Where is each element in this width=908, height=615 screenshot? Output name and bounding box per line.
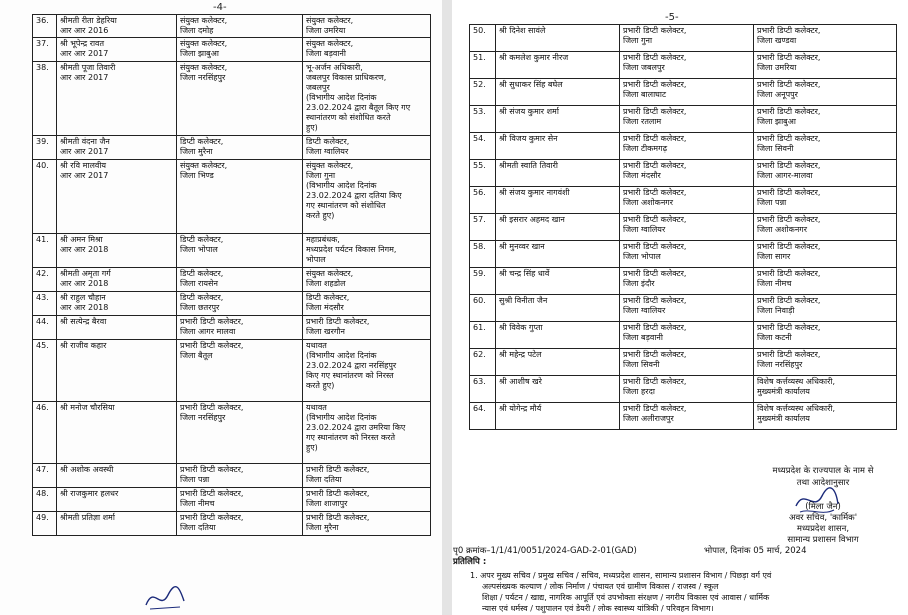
current-posting-cell <box>177 15 303 38</box>
table-row <box>470 241 897 268</box>
officer-name-text: श्री दिनेश सावंले <box>499 26 546 35</box>
new-posting-text: संयुक्त कलेक्टर, जिला गुना (विभागीय आदेश दिनांक 23.02.2024 द्वारा दतिया किए गए स्थानांतरण को संशोधित करते हुए) <box>306 161 402 220</box>
table-row <box>33 234 431 268</box>
table-row <box>33 268 431 292</box>
officer-name-text: श्री संजय कुमार नागवंशी <box>499 188 570 197</box>
officer-name-cell <box>496 349 620 376</box>
endorsement-number: पृ0 क्रमांक–1/1/41/0051/2024-GAD-2-01(GAD) <box>453 546 637 556</box>
new-posting-text: प्रभारी डिप्टी कलेक्टर, जिला दतिया <box>306 465 370 484</box>
current-posting-cell <box>177 62 303 136</box>
serial-number-text: 52. <box>473 80 486 89</box>
officer-name-cell <box>496 52 620 79</box>
current-posting-cell <box>620 241 754 268</box>
serial-number-cell <box>33 160 57 234</box>
table-row <box>33 316 431 340</box>
serial-number-text: 53. <box>473 107 486 116</box>
table-row <box>470 187 897 214</box>
officer-name-cell <box>496 160 620 187</box>
current-posting-cell <box>177 402 303 464</box>
current-posting-cell <box>620 160 754 187</box>
order-line: तथा आदेशानुसार <box>796 478 850 488</box>
current-posting-text: प्रभारी डिप्टी कलेक्टर, जिला ग्वालियर <box>623 215 687 234</box>
officer-name-cell <box>496 322 620 349</box>
current-posting-text: डिप्टी कलेक्टर, जिला मुरैना <box>180 137 224 156</box>
officer-name-text: श्री अशोक अवस्थी <box>60 465 114 474</box>
officer-name-cell <box>57 340 177 402</box>
current-posting-text: प्रभारी डिप्टी कलेक्टर, जिला नीमच <box>180 489 244 508</box>
serial-number-cell <box>470 79 496 106</box>
serial-number-cell <box>470 241 496 268</box>
new-posting-cell <box>754 133 897 160</box>
serial-number-text: 54. <box>473 134 486 143</box>
table-row <box>470 403 897 430</box>
current-posting-text: डिप्टी कलेक्टर, जिला छतरपुर <box>180 293 224 312</box>
new-posting-cell <box>754 187 897 214</box>
serial-number-cell <box>33 402 57 464</box>
current-posting-text: प्रभारी डिप्टी कलेक्टर, जिला आगर मालवा <box>180 317 244 336</box>
new-posting-cell <box>303 15 431 38</box>
current-posting-cell <box>620 133 754 160</box>
new-posting-text: प्रभारी डिप्टी कलेक्टर, जिला नरसिंहपुर <box>757 350 821 369</box>
serial-number-text: 51. <box>473 53 486 62</box>
serial-number-text: 36. <box>36 16 49 25</box>
new-posting-cell <box>754 268 897 295</box>
serial-number-text: 39. <box>36 137 49 146</box>
cc-line: न्यास एवं धर्मस्व / पशुपालन एवं डेयरी / लोक स्वास्थ्य यांत्रिकी / परिवहन विभाग। <box>482 604 714 613</box>
officer-name-text: श्रीमती पूजा तिवारी आर आर 2017 <box>60 63 116 82</box>
current-posting-text: प्रभारी डिप्टी कलेक्टर, जिला बालाघाट <box>623 80 687 99</box>
current-posting-cell <box>177 268 303 292</box>
copy-to-label: प्रतिलिपि : <box>453 557 487 567</box>
page-number: -4- <box>213 2 227 13</box>
officer-name-cell <box>496 403 620 430</box>
new-posting-cell <box>754 106 897 133</box>
new-posting-text: प्रभारी डिप्टी कलेक्टर, जिला पन्ना <box>757 188 821 207</box>
officer-name-text: श्री विजय कुमार सेन <box>499 134 558 143</box>
new-posting-text: संयुक्त कलेक्टर, जिला उमरिया <box>306 16 354 35</box>
serial-number-text: 62. <box>473 350 486 359</box>
serial-number-text: 49. <box>36 513 49 522</box>
current-posting-text: प्रभारी डिप्टी कलेक्टर, जिला इंदौर <box>623 269 687 288</box>
new-posting-cell <box>754 52 897 79</box>
current-posting-text: प्रभारी डिप्टी कलेक्टर, जिला भोपाल <box>623 242 687 261</box>
transfer-table <box>469 24 897 430</box>
serial-number-text: 43. <box>36 293 49 302</box>
officer-name-text: श्री आशीष खरे <box>499 377 542 386</box>
serial-number-cell <box>33 234 57 268</box>
serial-number-text: 45. <box>36 341 49 350</box>
officer-name-text: श्री भूपेन्द्र रावत आर आर 2017 <box>60 39 109 58</box>
table-row <box>33 402 431 464</box>
serial-number-cell <box>33 62 57 136</box>
current-posting-text: प्रभारी डिप्टी कलेक्टर, जिला बैतूल <box>180 341 244 360</box>
new-posting-text: भू-अर्जन अधिकारी, जबलपुर विकास प्राधिकरण, जबलपुर (विभागीय आदेश दिनांक 23.02.2024 द्वारा बैतूल किए गए स्थानांतरण को संशोधित करते हुए) <box>306 63 411 132</box>
officer-name-cell <box>57 160 177 234</box>
officer-name-cell <box>57 316 177 340</box>
serial-number-cell <box>33 38 57 62</box>
serial-number-cell <box>470 133 496 160</box>
officer-name-cell <box>496 295 620 322</box>
new-posting-cell <box>303 488 431 512</box>
new-posting-cell <box>303 402 431 464</box>
officer-name-cell <box>496 214 620 241</box>
current-posting-cell <box>177 512 303 536</box>
serial-number-cell <box>33 136 57 160</box>
current-posting-cell <box>177 292 303 316</box>
officer-name-cell <box>496 79 620 106</box>
signatory-designation: अवर सचिव, 'कार्मिक' <box>788 513 858 523</box>
serial-number-cell <box>470 295 496 322</box>
officer-name-cell <box>496 376 620 403</box>
current-posting-cell <box>177 136 303 160</box>
table-row <box>33 292 431 316</box>
serial-number-cell <box>33 340 57 402</box>
new-posting-cell <box>303 316 431 340</box>
officer-name-cell <box>496 133 620 160</box>
table-row <box>470 52 897 79</box>
new-posting-text: महाप्रबंधक, मध्यप्रदेश पर्यटन विकास निगम, भोपाल <box>306 235 397 264</box>
current-posting-text: प्रभारी डिप्टी कलेक्टर, जिला मंदसौर <box>623 161 687 180</box>
officer-name-text: श्रीमती रीता डेहरिया आर आर 2016 <box>60 16 117 35</box>
officer-name-cell <box>57 234 177 268</box>
new-posting-cell <box>754 295 897 322</box>
current-posting-text: प्रभारी डिप्टी कलेक्टर, जिला सिवनी <box>623 350 687 369</box>
officer-name-cell <box>57 268 177 292</box>
officer-name-text: श्री इसरार अहमद खान <box>499 215 565 224</box>
new-posting-cell <box>303 292 431 316</box>
new-posting-text: प्रभारी डिप्टी कलेक्टर, जिला कटनी <box>757 323 821 342</box>
current-posting-text: संयुक्त कलेक्टर, जिला झाबुआ <box>180 39 228 58</box>
officer-name-text: श्री राजीव कहार <box>60 341 107 350</box>
table-row <box>33 136 431 160</box>
table-row <box>33 512 431 536</box>
new-posting-text: विशेष कर्त्तव्यस्थ अधिकारी, मुख्यमंत्री कार्यालय <box>757 377 835 396</box>
current-posting-cell <box>620 187 754 214</box>
officer-name-cell <box>496 106 620 133</box>
current-posting-cell <box>620 268 754 295</box>
serial-number-cell <box>470 376 496 403</box>
officer-name-text: श्री योगेन्द्र मौर्य <box>499 404 542 413</box>
new-posting-cell <box>303 464 431 488</box>
new-posting-text: प्रभारी डिप्टी कलेक्टर, जिला खरगौन <box>306 317 370 336</box>
table-row <box>33 15 431 38</box>
new-posting-text: संयुक्त कलेक्टर, जिला शहडोल <box>306 269 354 288</box>
serial-number-cell <box>470 25 496 52</box>
officer-name-text: श्री राजकुमार हलधर <box>60 489 119 498</box>
new-posting-text: यथावत (विभागीय आदेश दिनांक 23.02.2024 द्वारा उमरिया किए गए स्थानांतरण को निरस्त करते हुए) <box>306 403 406 452</box>
signatory-department: सामान्य प्रशासन विभाग <box>787 535 859 545</box>
new-posting-cell <box>303 160 431 234</box>
current-posting-text: संयुक्त कलेक्टर, जिला नरसिंहपुर <box>180 63 228 82</box>
table-row <box>33 62 431 136</box>
serial-number-text: 38. <box>36 63 49 72</box>
signatory-government: मध्यप्रदेश शासन, <box>796 524 850 534</box>
officer-name-cell <box>57 15 177 38</box>
current-posting-cell <box>620 349 754 376</box>
cc-line: अल्पसंख्यक कल्याण / लोक निर्माण / पंचायत एवं ग्रामीण विकास / राजस्व / स्कूल <box>482 582 719 591</box>
new-posting-cell <box>754 79 897 106</box>
new-posting-cell <box>303 136 431 160</box>
current-posting-text: डिप्टी कलेक्टर, जिला रायसेन <box>180 269 224 288</box>
serial-number-cell <box>33 512 57 536</box>
new-posting-cell <box>303 340 431 402</box>
serial-number-cell <box>33 316 57 340</box>
current-posting-cell <box>177 160 303 234</box>
officer-name-cell <box>57 292 177 316</box>
officer-name-text: श्री अमन मिश्रा आर आर 2018 <box>60 235 109 254</box>
new-posting-text: डिप्टी कलेक्टर, जिला मंदसौर <box>306 293 350 312</box>
current-posting-cell <box>177 464 303 488</box>
new-posting-cell <box>303 234 431 268</box>
current-posting-text: प्रभारी डिप्टी कलेक्टर, जिला हरदा <box>623 377 687 396</box>
current-posting-cell <box>177 38 303 62</box>
table-row <box>470 295 897 322</box>
left-page <box>0 0 442 615</box>
serial-number-text: 61. <box>473 323 486 332</box>
new-posting-text: यथावत (विभागीय आदेश दिनांक 23.02.2024 द्वारा नरसिंहपुर किए गए स्थानांतरण को निरस्त करते हुए) <box>306 341 397 390</box>
serial-number-cell <box>470 322 496 349</box>
table-row <box>33 160 431 234</box>
page-gutter <box>442 0 452 615</box>
new-posting-cell <box>754 160 897 187</box>
serial-number-text: 60. <box>473 296 486 305</box>
table-row <box>470 376 897 403</box>
new-posting-text: प्रभारी डिप्टी कलेक्टर, जिला शाजापुर <box>306 489 370 508</box>
current-posting-text: प्रभारी डिप्टी कलेक्टर, जिला रतलाम <box>623 107 687 126</box>
officer-name-cell <box>57 136 177 160</box>
serial-number-cell <box>470 160 496 187</box>
current-posting-text: प्रभारी डिप्टी कलेक्टर, जिला ग्वालियर <box>623 296 687 315</box>
officer-name-text: श्री कमलेश कुमार नीरज <box>499 53 569 62</box>
officer-name-cell <box>496 25 620 52</box>
current-posting-text: प्रभारी डिप्टी कलेक्टर, जिला टीकमगढ़ <box>623 134 687 153</box>
serial-number-cell <box>470 403 496 430</box>
new-posting-text: संयुक्त कलेक्टर, जिला बड़वानी <box>306 39 354 58</box>
current-posting-text: प्रभारी डिप्टी कलेक्टर, जिला अशोकनगर <box>623 188 687 207</box>
officer-name-text: श्री चन्द्र सिंह धार्वे <box>499 269 550 278</box>
current-posting-cell <box>620 214 754 241</box>
transfer-table <box>32 14 431 536</box>
officer-name-text: श्री महेन्द्र पटेल <box>499 350 542 359</box>
officer-name-cell <box>496 268 620 295</box>
serial-number-cell <box>33 268 57 292</box>
table-row <box>470 79 897 106</box>
serial-number-text: 50. <box>473 26 486 35</box>
new-posting-cell <box>754 322 897 349</box>
serial-number-cell <box>33 464 57 488</box>
new-posting-cell <box>754 376 897 403</box>
current-posting-cell <box>620 79 754 106</box>
serial-number-cell <box>33 292 57 316</box>
table-row <box>470 349 897 376</box>
officer-name-text: श्री राहुल चौहान आर आर 2018 <box>60 293 109 312</box>
serial-number-text: 37. <box>36 39 49 48</box>
new-posting-cell <box>303 62 431 136</box>
cc-line: शिक्षा / पर्यटन / खाद्य, नागरिक आपूर्ति एवं उपभोक्ता संरक्षण / नगरीय विकास एवं आवास / धार्मिक <box>482 593 770 602</box>
current-posting-text: प्रभारी डिप्टी कलेक्टर, जिला दतिया <box>180 513 244 532</box>
table-row <box>470 160 897 187</box>
page-number: -5- <box>665 12 679 23</box>
current-posting-cell <box>620 25 754 52</box>
current-posting-text: संयुक्त कलेक्टर, जिला दमोह <box>180 16 228 35</box>
current-posting-cell <box>620 295 754 322</box>
serial-number-cell <box>470 214 496 241</box>
officer-name-text: श्रीमती अमृता गर्ग आर आर 2018 <box>60 269 111 288</box>
officer-name-text: श्रीमती स्वाति तिवारी <box>499 161 558 170</box>
new-posting-text: प्रभारी डिप्टी कलेक्टर, जिला उमरिया <box>757 53 821 72</box>
officer-name-cell <box>57 38 177 62</box>
current-posting-text: प्रभारी डिप्टी कलेक्टर, जिला अलीराजपुर <box>623 404 687 423</box>
initials-scribble <box>140 575 188 615</box>
current-posting-cell <box>620 106 754 133</box>
new-posting-text: डिप्टी कलेक्टर, जिला ग्वालियर <box>306 137 350 156</box>
serial-number-text: 46. <box>36 403 49 412</box>
current-posting-cell <box>177 234 303 268</box>
current-posting-text: प्रभारी डिप्टी कलेक्टर, जिला जबलपुर <box>623 53 687 72</box>
new-posting-text: प्रभारी डिप्टी कलेक्टर, जिला अनूपपुर <box>757 80 821 99</box>
current-posting-text: डिप्टी कलेक्टर, जिला भोपाल <box>180 235 224 254</box>
new-posting-cell <box>754 349 897 376</box>
new-posting-text: प्रभारी डिप्टी कलेक्टर, जिला नीमच <box>757 269 821 288</box>
serial-number-text: 42. <box>36 269 49 278</box>
officer-name-text: श्री सत्येन्द्र बैरवा <box>60 317 107 326</box>
current-posting-cell <box>177 340 303 402</box>
serial-number-text: 40. <box>36 161 49 170</box>
table-row <box>470 106 897 133</box>
date-line: भोपाल, दिनांक 05 मार्च, 2024 <box>704 546 807 556</box>
new-posting-text: प्रभारी डिप्टी कलेक्टर, जिला अशोकनगर <box>757 215 821 234</box>
current-posting-text: प्रभारी डिप्टी कलेक्टर, जिला पन्ना <box>180 465 244 484</box>
new-posting-text: प्रभारी डिप्टी कलेक्टर, जिला मुरैना <box>306 513 370 532</box>
officer-name-text: श्री विवेक गुप्ता <box>499 323 543 332</box>
officer-name-cell <box>57 488 177 512</box>
serial-number-cell <box>470 52 496 79</box>
new-posting-cell <box>754 25 897 52</box>
serial-number-text: 55. <box>473 161 486 170</box>
right-page <box>452 0 908 615</box>
officer-name-text: श्री सुधाकर सिंह बघेल <box>499 80 563 89</box>
new-posting-cell <box>754 214 897 241</box>
new-posting-cell <box>303 268 431 292</box>
officer-name-text: सुश्री विनीता जैन <box>499 296 548 305</box>
new-posting-text: प्रभारी डिप्टी कलेक्टर, जिला निवाड़ी <box>757 296 821 315</box>
serial-number-cell <box>470 187 496 214</box>
new-posting-cell <box>754 403 897 430</box>
serial-number-text: 58. <box>473 242 486 251</box>
officer-name-cell <box>57 402 177 464</box>
serial-number-cell <box>470 106 496 133</box>
serial-number-text: 48. <box>36 489 49 498</box>
current-posting-cell <box>620 52 754 79</box>
new-posting-cell <box>303 512 431 536</box>
current-posting-cell <box>620 322 754 349</box>
current-posting-text: प्रभारी डिप्टी कलेक्टर, जिला गुना <box>623 26 687 45</box>
officer-name-cell <box>496 187 620 214</box>
table-row <box>33 488 431 512</box>
serial-number-cell <box>33 15 57 38</box>
serial-number-cell <box>470 349 496 376</box>
current-posting-cell <box>177 316 303 340</box>
table-row <box>33 464 431 488</box>
current-posting-text: प्रभारी डिप्टी कलेक्टर, जिला नरसिंहपुर <box>180 403 244 422</box>
officer-name-cell <box>57 464 177 488</box>
officer-name-text: श्री मनोज चौरसिया <box>60 403 115 412</box>
officer-name-text: श्री मुनव्वर खान <box>499 242 545 251</box>
new-posting-text: प्रभारी डिप्टी कलेक्टर, जिला आगर-मालवा <box>757 161 821 180</box>
new-posting-text: प्रभारी डिप्टी कलेक्टर, जिला सागर <box>757 242 821 261</box>
current-posting-cell <box>620 376 754 403</box>
serial-number-text: 64. <box>473 404 486 413</box>
new-posting-text: विशेष कर्त्तव्यस्थ अधिकारी, मुख्यमंत्री कार्यालय <box>757 404 835 423</box>
new-posting-text: प्रभारी डिप्टी कलेक्टर, जिला झाबुआ <box>757 107 821 126</box>
cc-line: 1. अपर मुख्य सचिव / प्रमुख सचिव / सचिव, मध्यप्रदेश शासन, सामान्य प्रशासन विभाग / पिछड़ा वर्ग एवं <box>470 571 772 580</box>
serial-number-text: 56. <box>473 188 486 197</box>
serial-number-text: 44. <box>36 317 49 326</box>
table-row <box>470 322 897 349</box>
table-row <box>470 25 897 52</box>
serial-number-text: 63. <box>473 377 486 386</box>
current-posting-text: संयुक्त कलेक्टर, जिला भिण्ड <box>180 161 228 180</box>
table-row <box>470 268 897 295</box>
order-line: मध्यप्रदेश के राज्यपाल के नाम से <box>772 466 874 476</box>
current-posting-cell <box>177 488 303 512</box>
new-posting-cell <box>754 241 897 268</box>
new-posting-text: प्रभारी डिप्टी कलेक्टर, जिला खण्डवा <box>757 26 821 45</box>
current-posting-text: प्रभारी डिप्टी कलेक्टर, जिला बड़वानी <box>623 323 687 342</box>
officer-name-text: श्रीमती वंदना जैन आर आर 2017 <box>60 137 110 156</box>
table-row <box>33 38 431 62</box>
table-row <box>33 340 431 402</box>
serial-number-cell <box>33 488 57 512</box>
serial-number-text: 57. <box>473 215 486 224</box>
officer-name-cell <box>57 62 177 136</box>
officer-name-text: श्रीमती प्रतिज्ञा शर्मा <box>60 513 115 522</box>
serial-number-text: 59. <box>473 269 486 278</box>
serial-number-text: 47. <box>36 465 49 474</box>
officer-name-cell <box>496 241 620 268</box>
serial-number-cell <box>470 268 496 295</box>
officer-name-text: श्री संजय कुमार शर्मा <box>499 107 559 116</box>
officer-name-cell <box>57 512 177 536</box>
officer-name-text: श्री रवि मालवीय आर आर 2017 <box>60 161 109 180</box>
signatory-name: (मिला जैन) <box>805 502 841 512</box>
table-row <box>470 133 897 160</box>
new-posting-cell <box>303 38 431 62</box>
table-row <box>470 214 897 241</box>
current-posting-cell <box>620 403 754 430</box>
serial-number-text: 41. <box>36 235 49 244</box>
new-posting-text: प्रभारी डिप्टी कलेक्टर, जिला सिवनी <box>757 134 821 153</box>
